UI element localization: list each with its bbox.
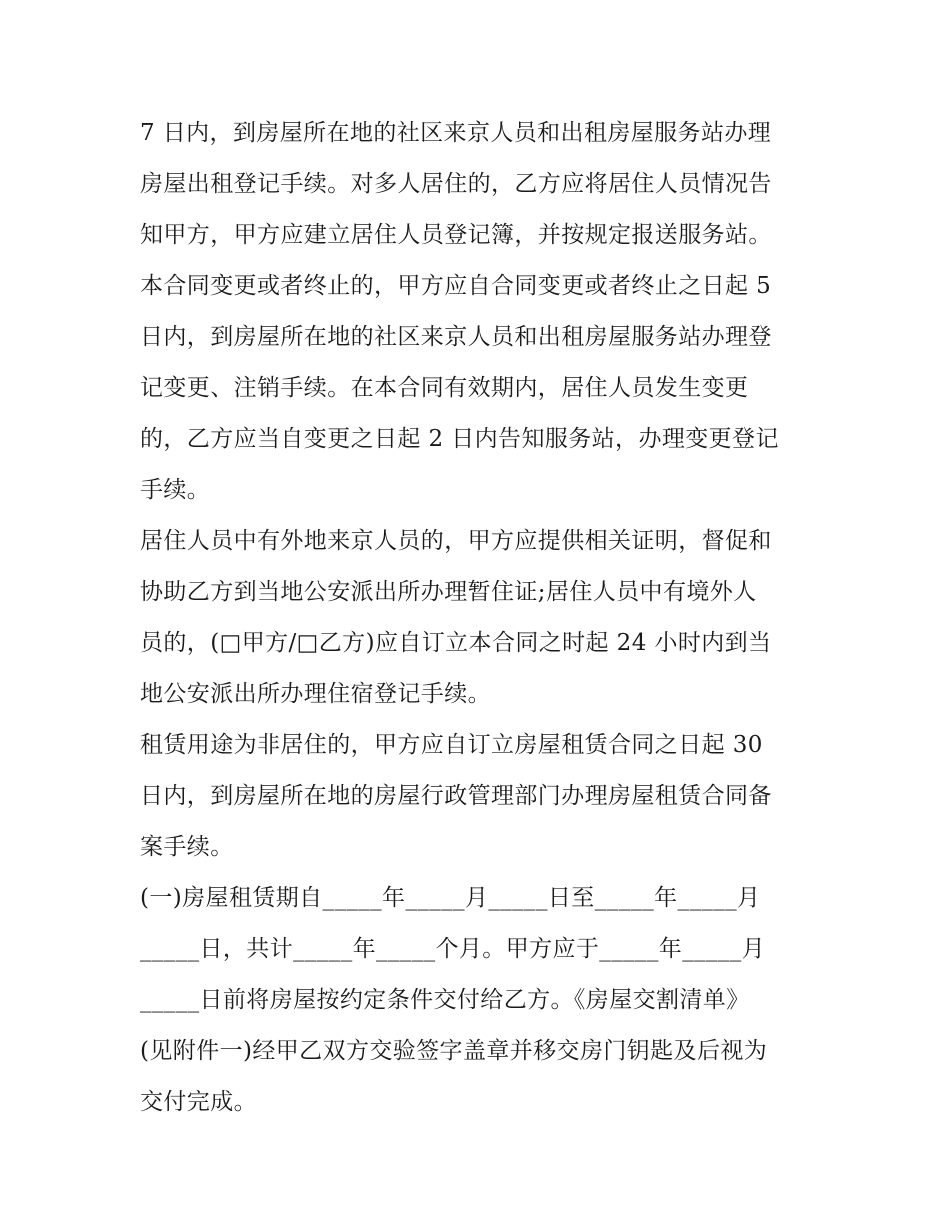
contract-text xyxy=(140,108,820,1128)
text-line: 交付完成。 xyxy=(140,1089,257,1115)
text-line: 7 日内，到房屋所在地的社区来京人员和出租房屋服务站办理 xyxy=(140,120,772,146)
text-line: 手续。 xyxy=(140,477,211,503)
text-line: 协助乙方到当地公安派出所办理暂住证;居住人员中有境外人 xyxy=(140,579,757,605)
text-line: _____日，共计_____年_____个月。甲方应于_____年_____月 xyxy=(140,936,766,962)
text-line: (一)房屋租赁期自_____年_____月_____日至_____年_____月 xyxy=(140,885,761,911)
text-line: _____日前将房屋按约定条件交付给乙方。《房屋交割清单》 xyxy=(140,987,750,1013)
text-line: 本合同变更或者终止的，甲方应自合同变更或者终止之日起 5 xyxy=(140,273,772,299)
text-line: (见附件一)经甲乙双方交验签字盖章并移交房门钥匙及后视为 xyxy=(140,1038,768,1064)
text-line: 房屋出租登记手续。对多人居住的，乙方应将居住人员情况告 xyxy=(140,171,772,197)
text-line: 案手续。 xyxy=(140,834,234,860)
text-line: 的，乙方应当自变更之日起 2 日内告知服务站，办理变更登记 xyxy=(140,426,779,452)
text-line: 知甲方，甲方应建立居住人员登记簿，并按规定报送服务站。 xyxy=(140,222,772,248)
text-line: 地公安派出所办理住宿登记手续。 xyxy=(140,681,491,707)
text-line: 记变更、注销手续。在本合同有效期内，居住人员发生变更 xyxy=(140,375,749,401)
text-line: 租赁用途为非居住的，甲方应自订立房屋租赁合同之日起 30 xyxy=(140,732,763,758)
text-line: 日内，到房屋所在地的社区来京人员和出租房屋服务站办理登 xyxy=(140,324,772,350)
text-line: 员的，(□甲方/□乙方)应自订立本合同之时起 24 小时内到当 xyxy=(140,630,772,656)
text-line: 居住人员中有外地来京人员的，甲方应提供相关证明，督促和 xyxy=(140,528,772,554)
text-line: 日内，到房屋所在地的房屋行政管理部门办理房屋租赁合同备 xyxy=(140,783,772,809)
